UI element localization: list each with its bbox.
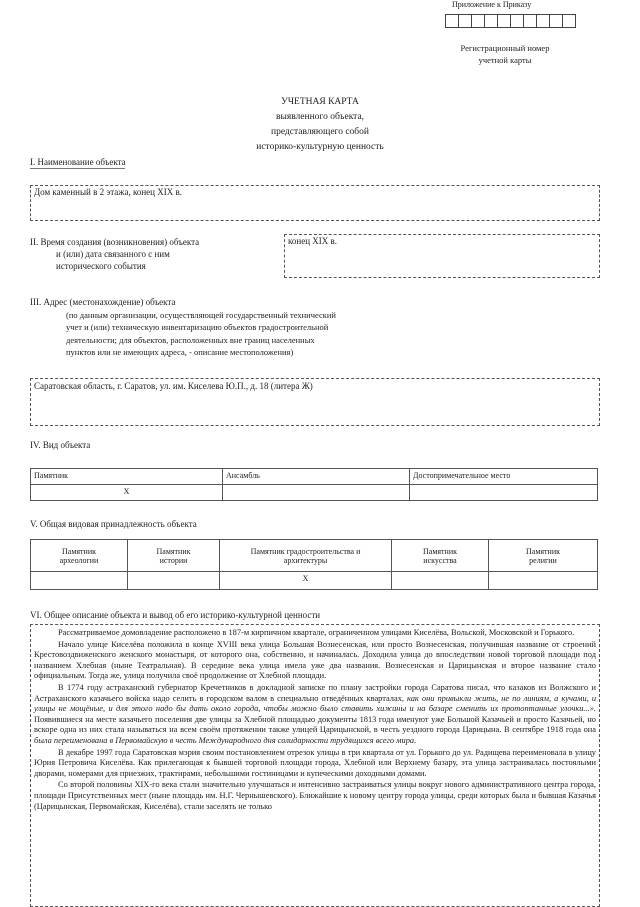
section-2-heading: II. Время создания (возникновения) объекта и (или) дата связанного с ним исторического события [30, 237, 200, 271]
object-name-box [30, 185, 600, 221]
registration-number-label: Регистрационный номер учетной карты [460, 43, 550, 65]
object-name-value: Дом каменный в 2 этажа, конец XIX в. [34, 187, 182, 197]
category-architecture-mark: X [220, 572, 392, 590]
address-box [30, 378, 600, 426]
category-religion-header: Памятник религии [489, 540, 598, 572]
category-architecture-header: Памятник градостроительства и архитектуры [220, 540, 392, 572]
section-6-heading: VI. Общее описание объекта и вывод об его историко-культурной ценности [30, 610, 321, 620]
description-paragraph-4: В декабре 1997 года Саратовская мэрия своим постановлением отрезок улицы в три квартала от ул. Горького до ул. Радищева переименовала в улицу Юрия Петровича Киселёва. Как прилегающая к бывшей торговой площади города, Хлебной или Верхнему базару, эта улица застраивалась постоялыми дворами, номерами для приезжих, трактирами, небольшими гостиницами и купеческими доходными домами. [34, 747, 596, 778]
type-ensemble-header: Ансамбль [223, 469, 410, 485]
creation-date-value: конец XIX в. [288, 236, 338, 246]
category-table [30, 539, 598, 590]
description-paragraph-1: Рассматриваемое домовладение расположено в 187-м кирпичном квартале, ограниченном улицами Киселёва, Вольской, Московской и Горького. [58, 628, 575, 637]
category-art-header: Памятник искусства [392, 540, 489, 572]
type-monument-mark: X [31, 485, 223, 501]
type-monument-header: Памятник [31, 469, 223, 485]
section-3-heading: III. Адрес (местонахождение) объекта (по данным организации, осуществляющей государственный технический учет и (или) техническую инвентаризацию объектов градостроительной деятельности; для объектов, расположенных вне границ населенных пунктов или не имеющих адреса, - описание местоположения) [30, 297, 336, 357]
registration-number-cells [445, 14, 576, 28]
category-archaeology-header: Памятник археологии [31, 540, 128, 572]
creation-date-box [284, 234, 600, 278]
description-box [30, 624, 600, 907]
section-4-heading: IV. Вид объекта [30, 440, 91, 450]
category-history-header: Памятник истории [128, 540, 220, 572]
card-title: УЧЕТНАЯ КАРТА выявленного объекта, представляющего собой историко-культурную ценность [200, 95, 440, 155]
appendix-label: Приложение к Приказу [452, 0, 532, 9]
type-landmark-header: Достопримечательное место [410, 469, 598, 485]
description-paragraph-5: Со второй половины XIX-го века стали значительно улучшаться и интенсивно застраиваться улицы вокруг нового административного центра города, площади Присутственных мест (ныне площадь им. Н.Г. Чернышевского). Ближайшие к новому центру города улицы, среди которых была и бывшая Казачья (Царицынская, Первомайская, Киселёва), стали заселять не только [34, 780, 596, 811]
description-paragraph-2: Начало улице Киселёва положила в конце XVIII века улица Большая Вознесенская, или просто Вознесенская, получившая название от строений Крестовоздвиженского женского монастыря, от которого она, собственно, и начиналась. Доходила улица до впоследствии новой торговой площади под названием Хлебная (ныне Театральная). В середине века улица имела уже два названия. Вознесенская и Царицынская и второе название стало официальным. Тогда же, улица получила своё продолжение от Хлебной площади. [34, 639, 596, 681]
title-main: УЧЕТНАЯ КАРТА [281, 97, 359, 107]
section-1-heading: I. Наименование объекта [30, 157, 126, 167]
address-value: Саратовская область, г. Саратов, ул. им. Киселева Ю.П., д. 18 (литера Ж) [34, 381, 313, 391]
description-paragraph-3: В 1774 году астраханский губернатор Кречетников в докладной записке по плану застройки города Саратова писал, что казаков из Волжского и Астраханского казачьего войска надо селить в городском валом в специально отведённых кварталах, как они привыкли жить, не по линиям, а кучами, и улицы не мощёные, и для этого надо бы дать около города, чтобы можно было ставить хижины и на базаре сменить их протоптанные улочки...». Появившиеся на месте казачьего поселения две улицы за Хлебной площадью документы 1813 года именуют уже Большой Казачьей и просто Казачьей, но вскоре одна из них стала называться на всем своём протяжении также улицей Царицынской, в честь уездного города Царицына. В сентябре 1918 года она была переименована в Первомайскую в честь Международного дня солидарности трудящихся всего мира. [34, 682, 597, 745]
object-type-table [30, 468, 598, 501]
section-5-heading: V. Общая видовая принадлежность объекта [30, 519, 197, 529]
